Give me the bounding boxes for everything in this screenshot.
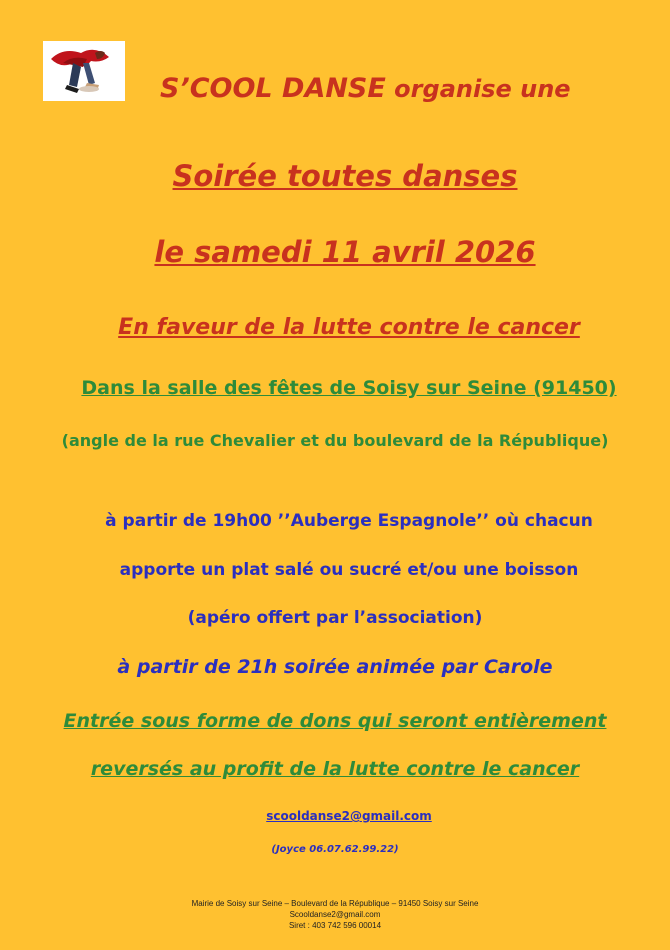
footer-address: Mairie de Soisy sur Seine – Boulevard de la République – 91450 Soisy sur Seine (191, 899, 479, 908)
event-date: le samedi 11 avril 2026 (154, 235, 536, 269)
footer-email: Scooldanse2@gmail.com (289, 910, 381, 919)
contact-email-link[interactable]: scooldanse2@gmail.com (266, 809, 432, 823)
address-line: (angle de la rue Chevalier et du boulevard de la République) (61, 431, 609, 450)
brand-name: S’COOL DANSE (160, 73, 386, 104)
cause-line: En faveur de la lutte contre le cancer (118, 315, 580, 340)
organizer-suffix: organise une (385, 75, 571, 103)
entry-line-1: Entrée sous forme de dons qui seront entièrement (63, 710, 607, 732)
program-line-4: à partir de 21h soirée animée par Carole (117, 656, 553, 678)
program-line-1: à partir de 19h00 ’’Auberge Espagnole’’ où chacun (105, 511, 593, 531)
dancer-image-icon (43, 41, 125, 101)
event-title: Soirée toutes danses (172, 159, 518, 193)
footer-siret: Siret : 403 742 596 00014 (288, 921, 382, 930)
dancer-logo-image (43, 41, 125, 101)
entry-line-2: reversés au profit de la lutte contre le cancer (90, 758, 580, 780)
program-line-2: apporte un plat salé ou sucré et/ou une boisson (119, 560, 579, 580)
venue-line: Dans la salle des fêtes de Soisy sur Seine (91450) (81, 377, 617, 399)
organizer-line (160, 73, 620, 104)
contact-phone: (Joyce 06.07.62.99.22) (271, 844, 399, 855)
program-line-3: (apéro offert par l’association) (187, 608, 483, 628)
